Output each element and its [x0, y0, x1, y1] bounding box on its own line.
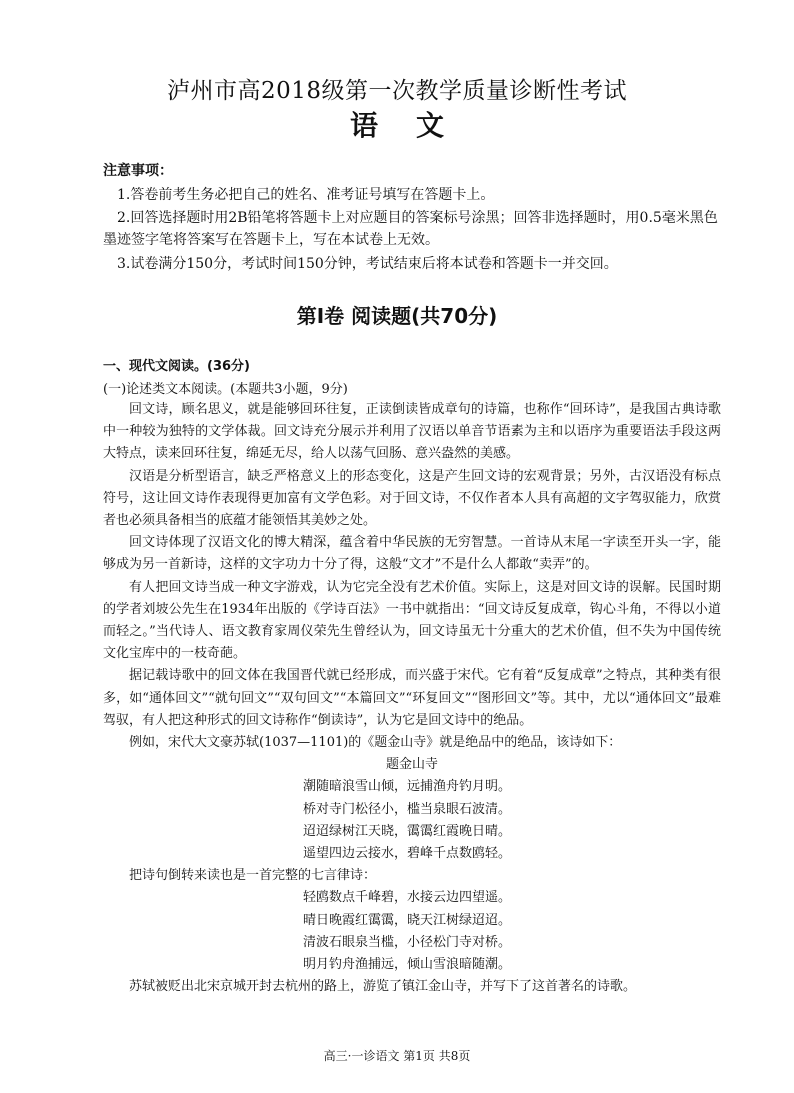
- paragraph-1: 回文诗，顾名思义，就是能够回环往复，正读倒读皆成章句的诗篇，也称作“回环诗”，是我国古典诗歌中一种较为独特的文学体裁。回文诗充分展示并利用了汉语以单音节语素为主和以语序为重要语法手段这两大特点，读来回环往复，绵延无尽，给人以荡气回肠、意兴盎然的美感。: [103, 402, 721, 462]
- passage: [103, 399, 721, 998]
- notice-item-2: 2.回答选择题时用2B铅笔将答题卡上对应题目的答案标号涂黑；回答非选择题时，用0.5毫米黑色墨迹签字笔将答案写在答题卡上，写在本试卷上无效。: [103, 210, 718, 248]
- paragraph-5: 据记载诗歌中的回文体在我国晋代就已经形成，而兴盛于宋代。它有着“反复成章”之特点，其种类有很多，如“通体回文”“就句回文”“双句回文”“本篇回文”“环复回文”“图形回文”等。其中，尤以“通体回文”最难驾驭，有人把这种形式的回文诗称作“倒读诗”，认为它是回文诗中的绝品。: [103, 668, 721, 728]
- poem-reversed-line: 晴日晚霞红霭霭，晓天江树绿迢迢。: [303, 912, 512, 928]
- paragraph-4: 有人把回文诗当成一种文字游戏，认为它完全没有艺术价值。实际上，这是对回文诗的误解。民国时期的学者刘坡公先生在1934年出版的《学诗百法》一书中就指出：“回文诗反复成章，钩心斗角，不得以小道而轻之。”当代诗人、语文教育家周仪荣先生曾经认为，回文诗虽无十分重大的艺术价值，但不失为中国传统文化宝库中的一枝奇葩。: [103, 579, 721, 662]
- poem-line: 迢迢绿树江天晓，霭霭红霞晚日晴。: [303, 823, 512, 839]
- paragraph-2: 汉语是分析型语言，缺乏严格意义上的形态变化，这是产生回文诗的宏观背景；另外，古汉语没有标点符号，这让回文诗作表现得更加富有文学色彩。对于回文诗，不仅作者本人具有高超的文字驾驭能力，欣赏者也必须具备相当的底蕴才能领悟其美妙之处。: [103, 468, 721, 529]
- exam-title: 泸州市高2018级第一次教学质量诊断性考试: [166, 78, 628, 104]
- poem-line: 潮随暗浪雪山倾，远捕渔舟钓月明。: [303, 779, 512, 795]
- poem-reversed-line: 轻鸥数点千峰碧，水接云边四望遥。: [303, 890, 512, 906]
- notice-item-1: 1.答卷前考生务必把自己的姓名、准考证号填写在答题卡上。: [117, 187, 495, 203]
- poem-reversed-line: 清波石眼泉当槛，小径松门寺对桥。: [303, 934, 512, 950]
- paragraph-8: 苏轼被贬出北宋京城开封去杭州的路上，游览了镇江金山寺，并写下了这首著名的诗歌。: [129, 979, 637, 995]
- subject-char-2: 文: [416, 109, 445, 142]
- notice-item-3: 3.试卷满分150分，考试时间150分钟，考试结束后将本试卷和答题卡一并交回。: [117, 256, 618, 272]
- paragraph-7: 把诗句倒转来读也是一首完整的七言律诗：: [129, 868, 377, 884]
- poem-line: 桥对寺门松径小，槛当泉眼石波清。: [303, 801, 512, 817]
- paragraph-3: 回文诗体现了汉语文化的博大精深，蕴含着中华民族的无穷智慧。一首诗从末尾一字读至开头一字，能够成为另一首新诗，这样的文字功力十分了得，这般“文才”不是什么人都敢“卖弄”的。: [103, 535, 721, 573]
- page-footer: 高三·一诊语文 第1页 共8页: [323, 1049, 471, 1063]
- paragraph-6: 例如，宋代大文豪苏轼(1037—1101)的《题金山寺》就是绝品中的绝品，该诗如下：: [129, 735, 622, 751]
- section-title: 第Ⅰ卷 阅读题(共70分): [296, 304, 498, 328]
- subject-title: [0, 104, 794, 144]
- sub-heading: (一)论述类文本阅读。(本题共3小题，9分): [103, 382, 348, 397]
- notice-heading: 注意事项：: [103, 163, 173, 179]
- part-heading: 一、现代文阅读。(36分): [103, 359, 250, 374]
- poem-line: 遥望四边云接水，碧峰千点数鸥轻。: [303, 846, 512, 862]
- poem-title: 题金山寺: [385, 757, 438, 773]
- subject-char-1: 语: [349, 109, 378, 142]
- poem-reversed-line: 明月钓舟渔捕远，倾山雪浪暗随潮。: [303, 957, 512, 973]
